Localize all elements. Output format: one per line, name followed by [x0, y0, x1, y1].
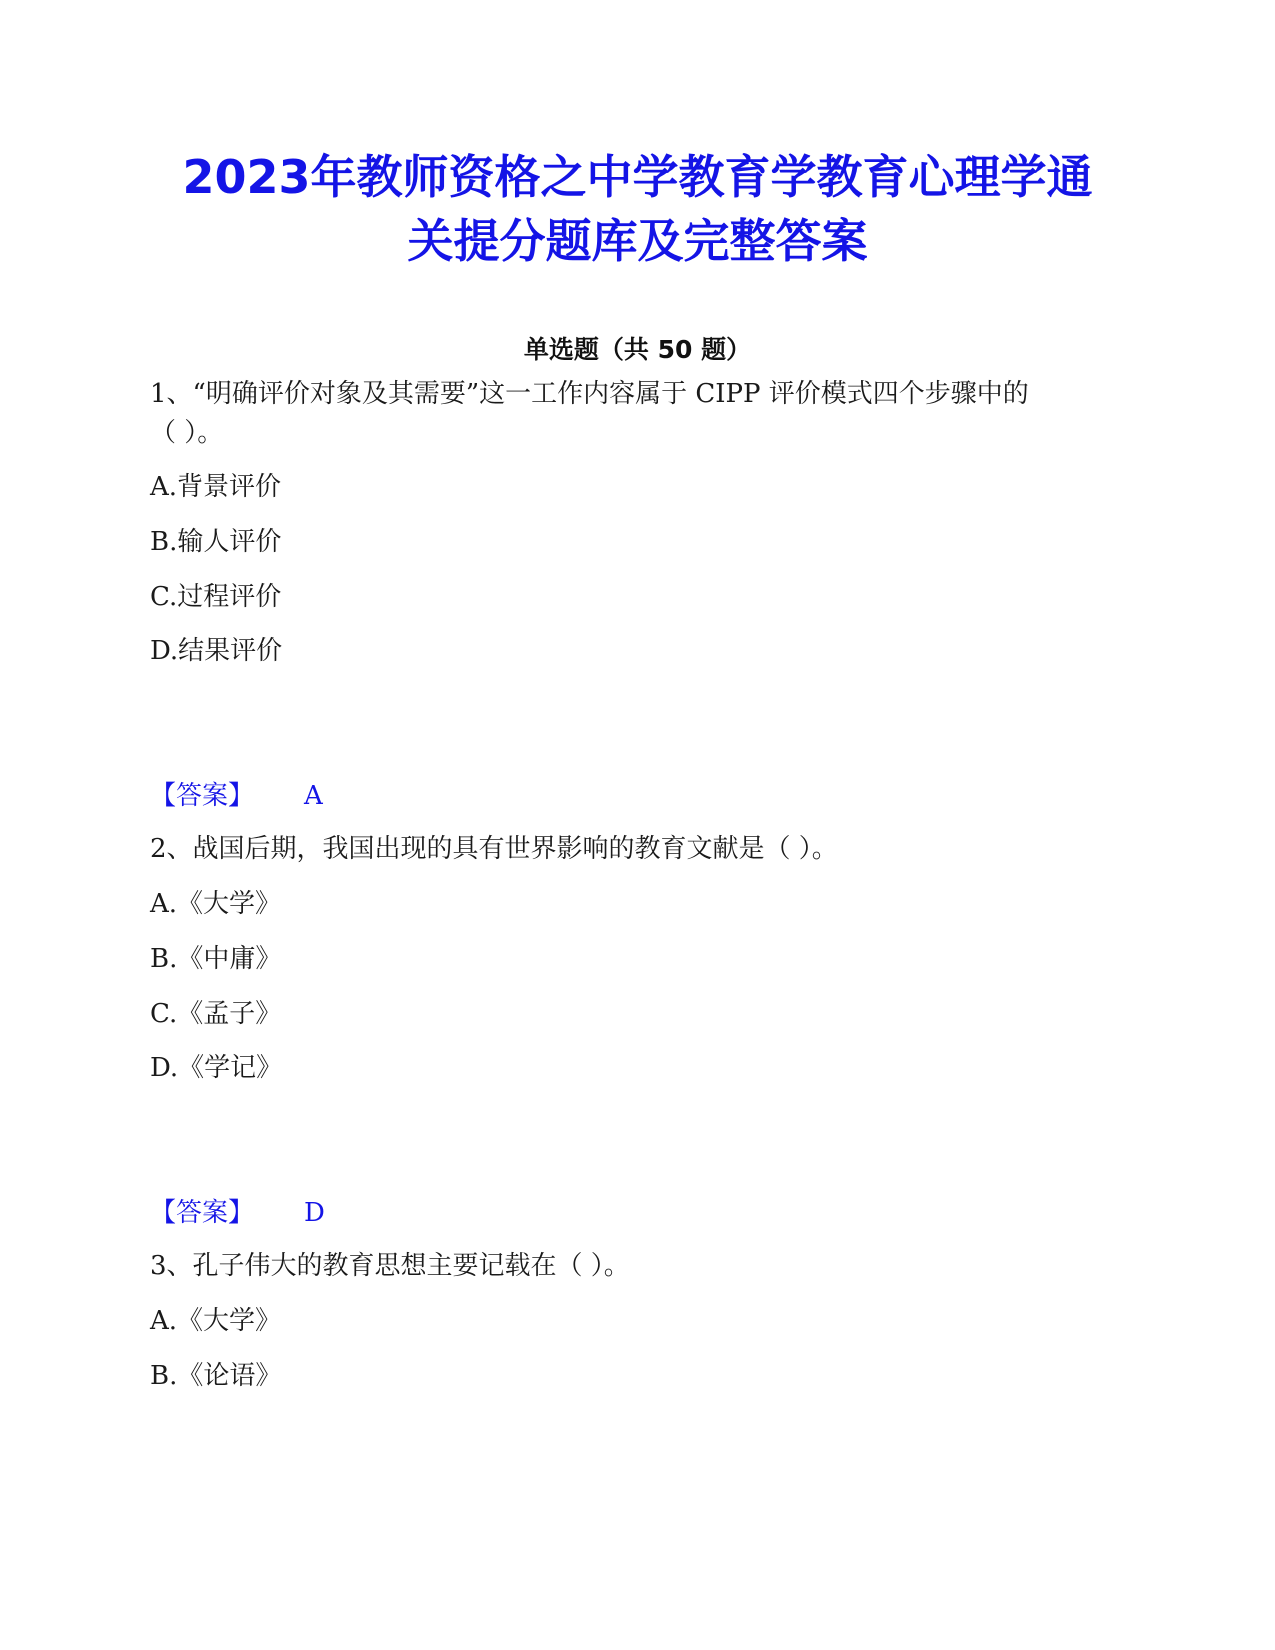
question-1-option-c: C.过程评价 — [150, 582, 282, 612]
question-1-stem-line-1: 1、“明确评价对象及其需要”这一工作内容属于 CIPP 评价模式四个步骤中的 — [150, 379, 1029, 409]
question-3-stem-line-1: 3、孔子伟大的教育思想主要记载在（ ）。 — [150, 1251, 630, 1281]
question-2-stem-line-1: 2、战国后期，我国出现的具有世界影响的教育文献是（ ）。 — [150, 834, 838, 864]
question-2-option-b: B.《中庸》 — [150, 944, 282, 974]
question-2-option-a: A.《大学》 — [150, 889, 282, 919]
question-2-option-c: C.《孟子》 — [150, 999, 282, 1029]
answer-label: 【答案】 — [150, 781, 255, 811]
document-title-line-2: 关提分题库及完整答案 — [407, 214, 868, 268]
question-1-option-b: B.输人评价 — [150, 527, 282, 557]
question-1-stem-line-2: （ ）。 — [150, 418, 224, 448]
section-heading: 单选题（共 50 题） — [523, 335, 752, 364]
answer-label: 【答案】 — [150, 1198, 255, 1228]
question-1-option-d: D.结果评价 — [150, 636, 283, 666]
question-1-option-a: A.背景评价 — [150, 472, 282, 502]
question-2-option-d: D.《学记》 — [150, 1053, 283, 1083]
question-1-answer — [150, 779, 323, 813]
question-3-option-b: B.《论语》 — [150, 1361, 282, 1391]
question-3-option-a: A.《大学》 — [150, 1306, 282, 1336]
document-title-line-1: 2023年教师资格之中学教育学教育心理学通 — [182, 150, 1093, 204]
question-2-answer — [150, 1196, 325, 1230]
answer-value: A — [304, 781, 323, 811]
answer-value: D — [304, 1198, 325, 1228]
